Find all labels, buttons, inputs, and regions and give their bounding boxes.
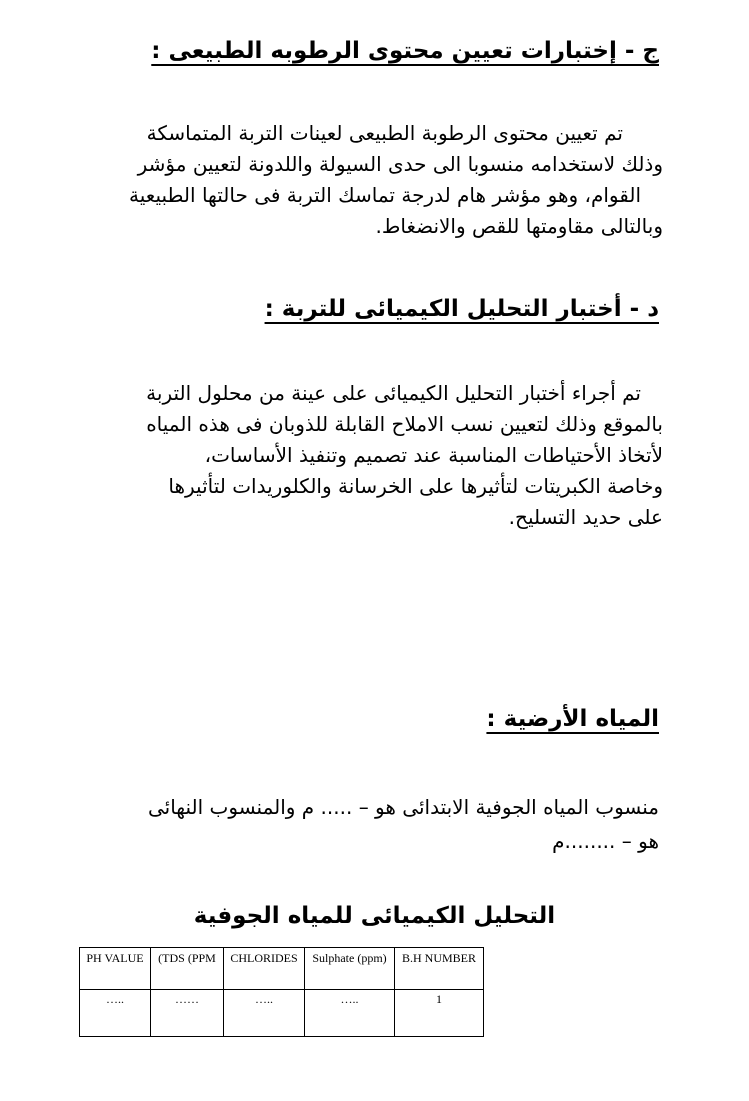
table-cell: 1 [395,990,484,1037]
table-row [80,990,484,1037]
paragraph-natural-moisture [93,118,663,242]
paragraph-line: لأتخاذ الأحتياطات المناسبة عند تصميم وتنفيذ الأساسات، [204,443,663,467]
paragraph-line: وذلك لاستخدامه منسوبا الى حدى السيولة واللدونة لتعيين مؤشر [137,152,663,176]
heading-chemical-analysis: د - أختبار التحليل الكيميائى للتربة : [264,296,659,322]
paragraph-line: تم أجراء أختبار التحليل الكيميائى على عينة من محلول التربة [146,381,641,405]
paragraph-line: على حديد التسليح. [508,505,663,529]
groundwater-analysis-table [79,947,484,1037]
paragraph-line: بالموقع وذلك لتعيين نسب الاملاح القابلة للذوبان فى هذه المياه [146,412,663,436]
column-header-chlorides: CHLORIDES [224,948,305,990]
paragraph-line: تم تعيين محتوى الرطوبة الطبيعى لعينات التربة المتماسكة [146,121,623,145]
paragraph-line: منسوب المياه الجوفية الابتدائى هو – ..... م والمنسوب النهائى [147,795,659,819]
table-title: التحليل الكيميائى للمياه الجوفية [193,903,556,929]
column-header-sulphate: Sulphate (ppm) [305,948,395,990]
paragraph-line: هو – ........م [552,829,659,853]
paragraph-line: القوام، وهو مؤشر هام لدرجة تماسك التربة فى حالتها الطبيعية [129,183,641,207]
heading-natural-moisture: ج - إختبارات تعيين محتوى الرطوبه الطبيعى : [151,38,659,64]
column-header-tds: (TDS (PPM [151,948,224,990]
paragraph-line: وبالتالى مقاومتها للقص والانضغاط. [375,214,663,238]
table-header-row [80,948,484,990]
table-cell: ….. [305,990,395,1037]
table-cell: ….. [80,990,151,1037]
paragraph-chemical-analysis [93,378,663,533]
heading-groundwater: المياه الأرضية : [486,706,659,732]
table-cell: ….. [224,990,305,1037]
column-header-bh-number: B.H NUMBER [395,948,484,990]
paragraph-groundwater-level [119,790,659,858]
paragraph-line: وخاصة الكبريتات لتأثيرها على الخرسانة والكلوريدات لتأثيرها [168,474,663,498]
column-header-ph: PH VALUE [80,948,151,990]
table-cell: …… [151,990,224,1037]
